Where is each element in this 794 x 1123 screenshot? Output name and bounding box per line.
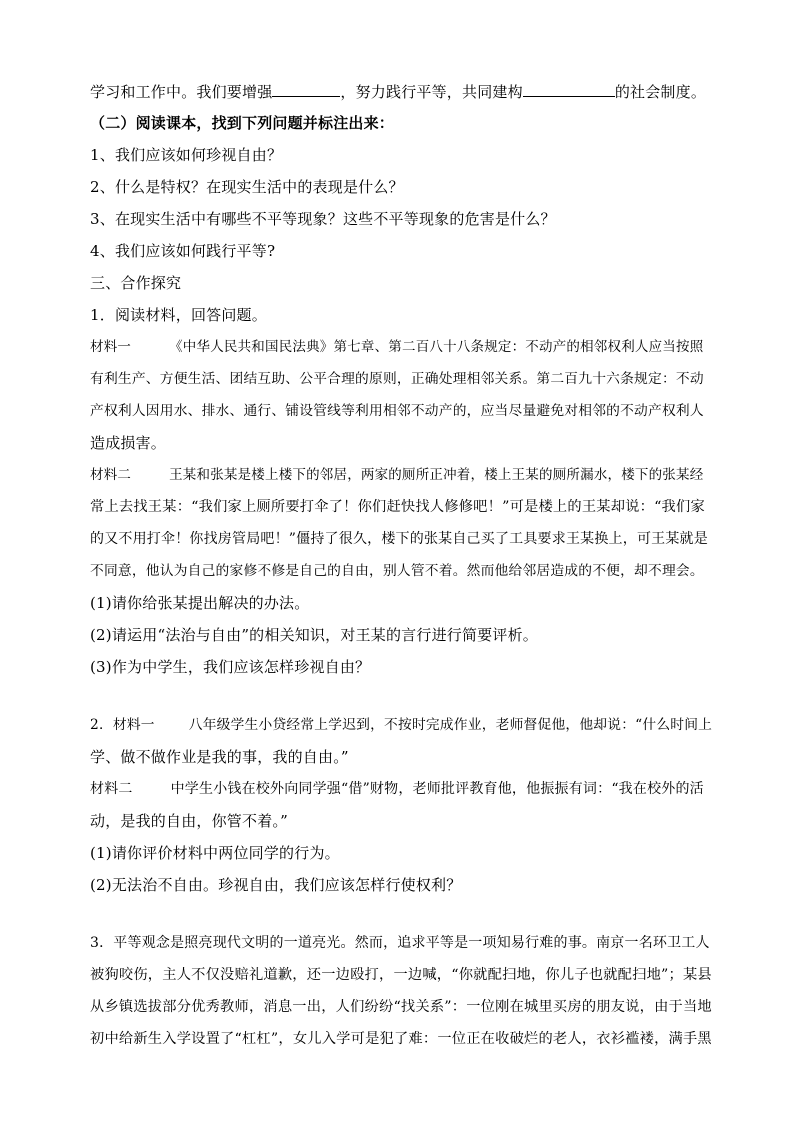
q3-line-4: 初中给新生入学设置了“杠杠”，女儿入学可是犯了难：一位正在收破烂的老人，衣衫褴褛，满手黑 <box>90 1031 712 1047</box>
q3-line-3: 从乡镇选拔部分优秀教师，消息一出，人们纷纷“找关系”：一位刚在城里买房的朋友说，由于当地 <box>90 999 712 1015</box>
q1-material-1-line-2: 有利生产、方便生活、团结互助、公平合理的原则，正确处理相邻关系。第二百九十六条规定：不动 <box>90 371 704 387</box>
q2-material-2-label: 材料二 <box>90 781 133 797</box>
q2-material-2-line-1 <box>90 779 710 799</box>
fill-in-sentence <box>90 81 710 102</box>
sentence-part-a: 学习和工作中。我们要增强 <box>90 83 273 101</box>
q1-sub-question-1: (1)请你给张某提出解决的办法。 <box>90 594 310 612</box>
q1-material-1-text: 《中华人民共和国民法典》第七章、第二百八十八条规定：不动产的相邻权利人应当按照 <box>169 339 704 355</box>
q3-line-1: 3．平等观念是照亮现代文明的一道亮光。然而，追求平等是一项知易行难的事。南京一名环卫工人 <box>90 935 710 951</box>
q2-material-1-line-2: 学、做不做作业是我的事，我的自由。” <box>90 748 349 766</box>
question-4: 4、我们应该如何践行平等? <box>90 242 276 260</box>
q1-material-1-label: 材料一 <box>90 339 132 355</box>
q1-intro: 1．阅读材料，回答问题。 <box>90 306 267 324</box>
q2-material-1-label: 2．材料一 <box>90 717 155 733</box>
section-2-heading: （二）阅读课本，找到下列问题并标注出来： <box>90 114 395 132</box>
q1-material-2-text: 王某和张某是楼上楼下的邻居，两家的厕所正冲着，楼上王某的厕所漏水，楼下的张某经 <box>169 467 704 483</box>
q2-sub-question-1: (1)请你评价材料中两位同学的行为。 <box>90 844 340 862</box>
question-2: 2、什么是特权？在现实生活中的表现是什么？ <box>90 178 404 196</box>
q2-sub-question-2: (2)无法治不自由。珍视自由，我们应该怎样行使权利？ <box>90 876 462 894</box>
q2-material-1-line-1 <box>90 715 713 735</box>
q1-material-1-line-4: 造成损害。 <box>90 434 167 452</box>
q1-sub-question-3: (3)作为中学生，我们应该怎样珍视自由？ <box>90 658 371 676</box>
q1-material-2-line-2: 常上去找王某：“我们家上厕所要打伞了！你们赶快找人修修吧！”可是楼上的王某却说：“我们家 <box>90 499 705 515</box>
q3-line-2: 被狗咬伤，主人不仅没赔礼道歉，还一边殴打，一边喊，“你就配扫地，你儿子也就配扫地”；某县 <box>90 967 712 983</box>
q2-material-1-text: 八年级学生小贷经常上学迟到，不按时完成作业，老师督促他，他却说：“什么时间上 <box>188 717 713 733</box>
q1-material-1-line-1 <box>90 337 710 357</box>
sentence-part-c: 的社会制度。 <box>614 83 707 101</box>
q1-material-2-line-4: 不同意，他认为自己的家修不修是自己的自由，别人管不着。然而他给邻居造成的不便，却不理会。 <box>90 563 704 579</box>
q1-material-2-label: 材料二 <box>90 467 132 483</box>
question-3: 3、在现实生活中有哪些不平等现象？这些不平等现象的危害是什么？ <box>90 210 556 228</box>
question-1: 1、我们应该如何珍视自由？ <box>90 146 283 164</box>
q2-material-2-line-2: 动，是我的自由，你管不着。” <box>90 812 288 830</box>
section-3-heading: 三、合作探究 <box>90 274 182 292</box>
blank-1[interactable] <box>272 81 340 97</box>
q1-sub-question-2: (2)请运用“法治与自由”的相关知识，对王某的言行进行简要评析。 <box>90 626 538 644</box>
q1-material-1-line-3: 产权利人因用水、排水、通行、铺设管线等利用相邻不动产的，应当尽量避免对相邻的不动产权利人 <box>90 403 704 419</box>
blank-2[interactable] <box>523 81 615 97</box>
q1-material-2-line-1 <box>90 465 710 485</box>
sentence-part-b: ，努力践行平等，共同建构 <box>340 83 523 101</box>
q1-material-2-line-3: 的又不用打伞！你找房管局吧！”僵持了很久，楼下的张某自己买了工具要求王某换上，可王某就是 <box>90 531 708 547</box>
q2-material-2-text: 中学生小钱在校外向同学强“借”财物，老师批评教育他，他振振有词：“我在校外的活 <box>170 781 704 797</box>
